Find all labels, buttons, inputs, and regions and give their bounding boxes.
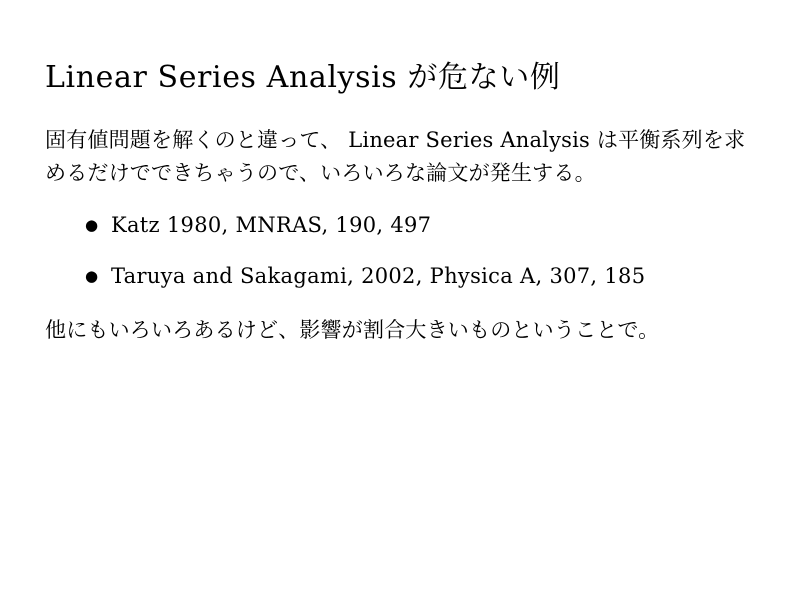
bullet-point-icon: ● (85, 267, 99, 286)
list-item-label: Katz 1980, MNRAS, 190, 497 (111, 213, 432, 238)
bullet-point-icon: ● (85, 216, 99, 235)
intro-paragraph: 固有値問題を解くのと違って、 Linear Series Analysis は平衡系列を求めるだけでできちゃうので、いろいろな論文が発生する。 (45, 128, 746, 185)
list-item (85, 211, 755, 240)
reference-list (45, 211, 755, 292)
page-title: Linear Series Analysis が危ない例 (45, 60, 561, 95)
list-item (85, 262, 755, 291)
list-item-label: Taruya and Sakagami, 2002, Physica A, 307, 185 (111, 264, 646, 289)
closing-paragraph: 他にもいろいろあるけど、影響が割合大きいものということで。 (45, 317, 660, 342)
